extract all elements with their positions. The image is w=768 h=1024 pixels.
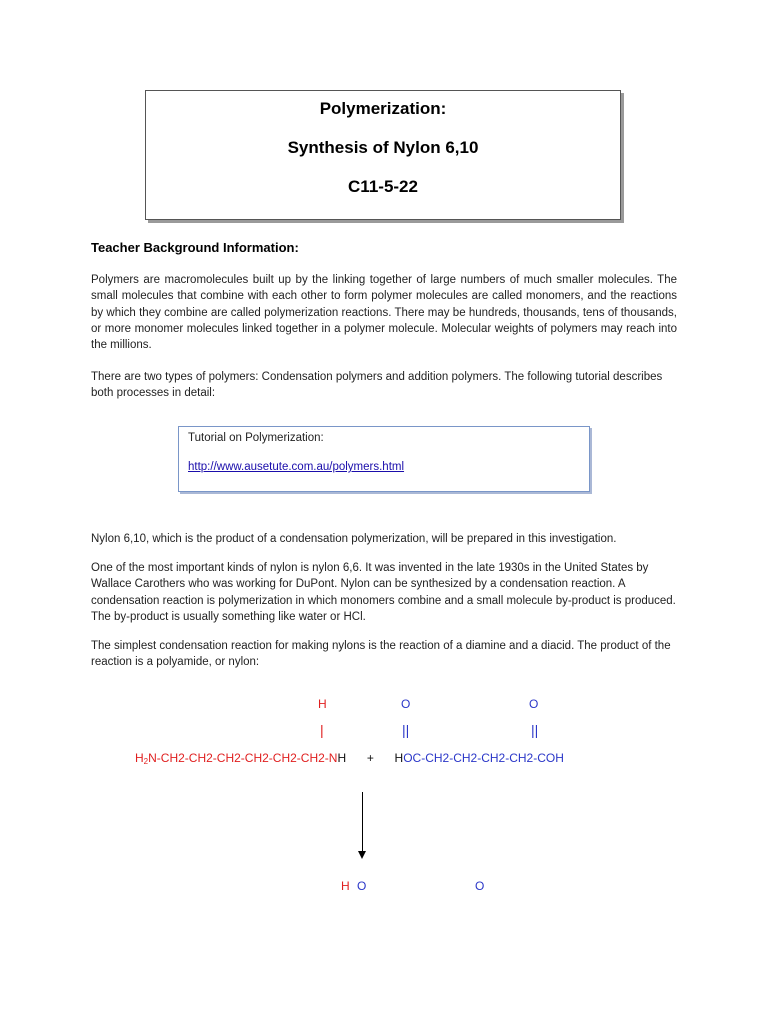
plus-sign: + [366,751,374,765]
product-oxygen-label-2: O [475,879,485,893]
single-bond: | [320,722,324,738]
paragraph-nylon-610: Nylon 6,10, which is the product of a condensation polymerization, will be prepared in this investigation. [91,533,617,545]
amine-hydrogen-label: H [318,697,327,711]
tutorial-title: Tutorial on Polymerization: [188,432,324,444]
diacid-hydrogen: H [394,751,404,765]
double-bond-2: || [531,722,539,738]
paragraph-polymers-intro: Polymers are macromolecules built up by the linking together of large numbers of much smaller molecules. The small molecules that combine with each other to form polymer molecules are called monomers, and the reactions by which they combine are called polymerization reactions. There may be hundreds, thousands, tens of thousands, or more monomer molecules linked together in a polymer molecule. Molecular weights of polymers may reach into the millions. [91,274,677,352]
document-subtitle: Synthesis of Nylon 6,10 [287,138,479,157]
product-oxygen-label-1: O [357,879,367,893]
section-heading: Teacher Background Information: [91,240,299,255]
reaction-equation [135,751,564,766]
tutorial-link[interactable]: http://www.ausetute.com.au/polymers.html [188,461,405,473]
carbonyl-oxygen-label-2: O [529,697,539,711]
paragraph-condensation-reaction: The simplest condensation reaction for making nylons is the reaction of a diamine and a diacid. The product of the reaction is a polyamide, or nylon: [91,640,671,669]
double-bond-1: || [402,722,410,738]
paragraph-polymer-types: There are two types of polymers: Condensation polymers and addition polymers. The following tutorial describes both processes in detail: [91,371,663,400]
paragraph-nylon-66-history: One of the most important kinds of nylon is nylon 6,6. It was invented in the late 1930s in the United States by Wallace Carothers who was working for DuPont. Nylon can be synthesized by a condensation reaction. A condensation reaction is polymerization in which monomers combine and a small molecule by-product is produced. The by-product is usually something like water or HCl. [91,562,676,623]
document-code: C11-5-22 [348,177,418,196]
title-box [145,90,621,220]
reaction-arrow [362,792,363,852]
carbonyl-oxygen-label-1: O [401,697,411,711]
reaction-arrow-head [358,851,366,859]
product-hydrogen-label: H [341,879,350,893]
diacid-formula: OC-CH2-CH2-CH2-CH2-COH [403,751,564,765]
diamine-formula: $H_2N-CH2-CH2-CH2-CH2-CH2-CH2-N$ [135,751,338,766]
tutorial-box [178,426,590,492]
document-title: Polymerization: [319,99,447,118]
diamine-terminal-hydrogen: H [337,751,347,765]
